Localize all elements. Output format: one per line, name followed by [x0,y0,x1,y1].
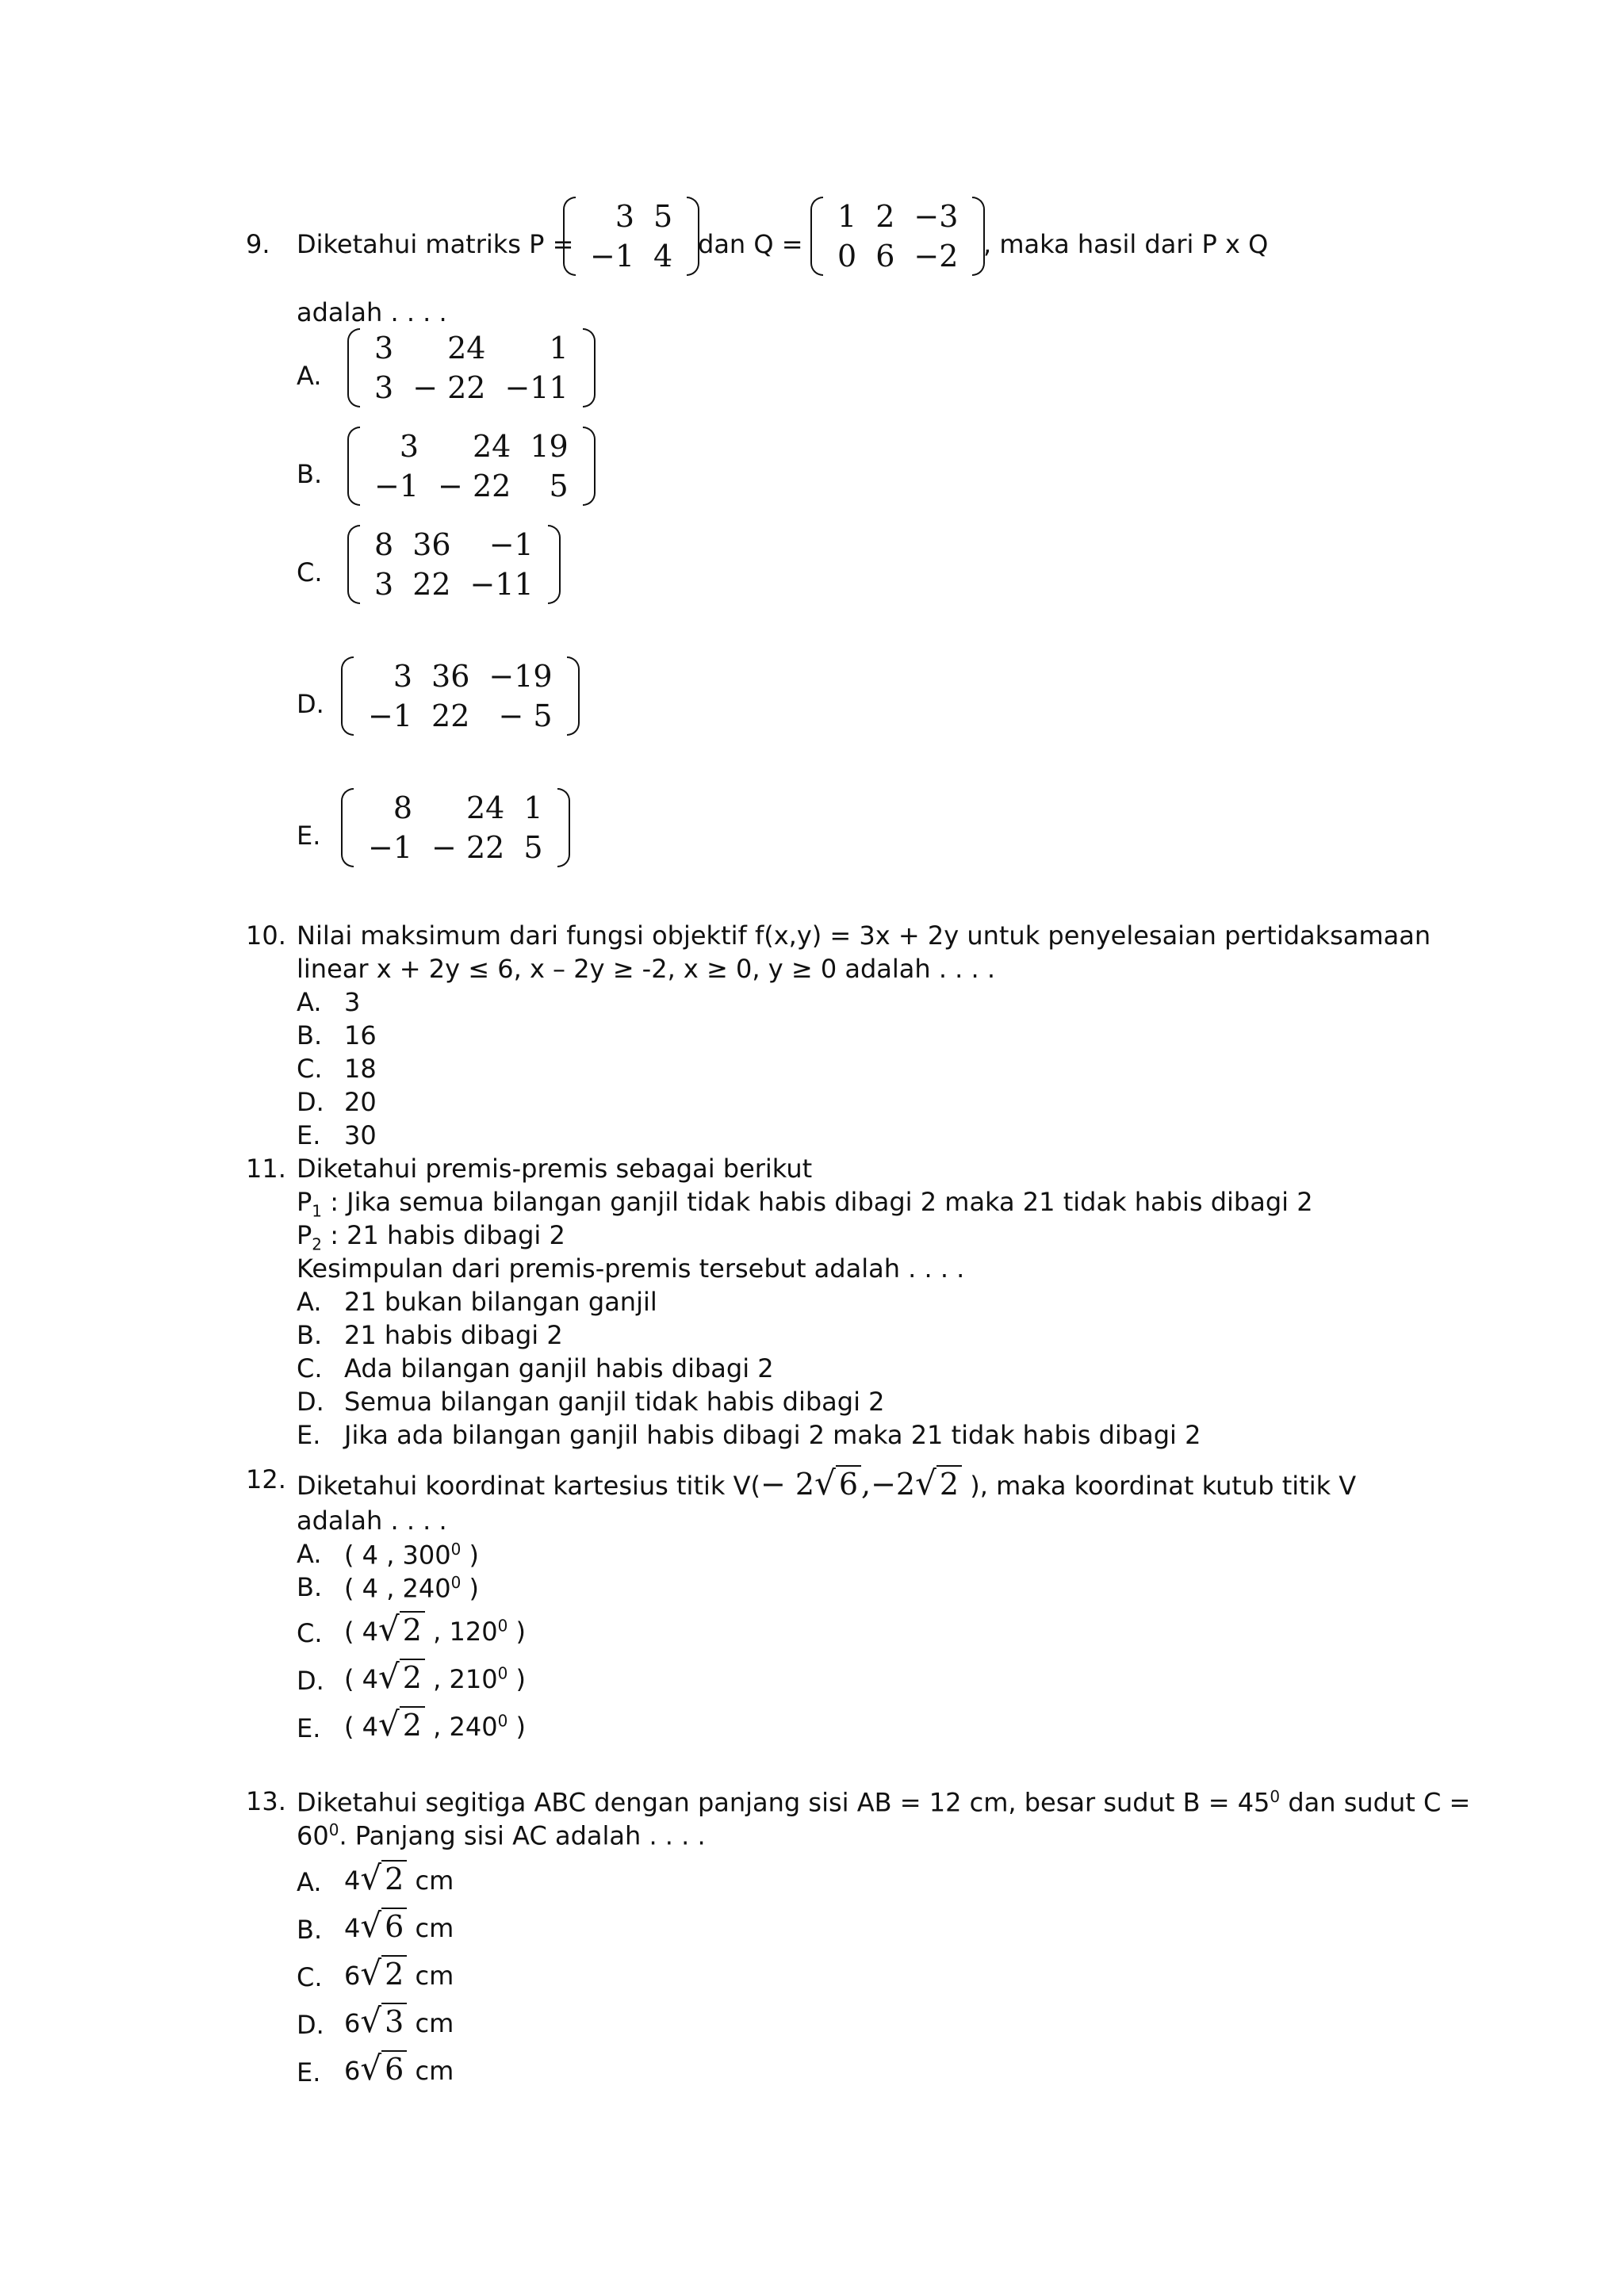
q10-line2: linear x + 2y ≤ 6, x – 2y ≥ -2, x ≥ 0, y ≥ 0 adalah . . . . [297,954,996,984]
q9-option-a-label: A. [297,361,322,391]
q12-option-d-text: ( 4√ 2 , $210^0$ ) [344,1657,526,1696]
q11-number: 11. [246,1154,286,1184]
matrix-cell: 5 [549,469,569,503]
q9-option-d-label: D. [297,689,324,719]
q11-option-d-label: D. [297,1387,324,1417]
matrix-cell: 5 [523,830,543,865]
matrix-cell: 1 [523,790,543,825]
matrix-cell: −1 [374,469,419,503]
sqrt-symbol: √ 2 [360,1961,407,1991]
q10-option-d-text: 20 [344,1087,377,1117]
matrix-cell: −2 [914,239,959,274]
matrix-cell: −1 [590,239,635,274]
q12-line1-end: ), maka koordinat kutub titik V [962,1471,1357,1501]
matrix-cell: −11 [469,567,534,602]
q10-option-c-text: 18 [344,1054,377,1084]
q9-matrix-q [810,197,985,276]
q13-option-e-text: 6√ 6 cm [344,2049,454,2087]
matrix-cell: −3 [914,199,959,234]
q10-option-e-text: 30 [344,1120,377,1150]
q10-option-a-label: A. [297,987,322,1017]
premise-label: P [297,1187,312,1217]
q9-option-e-matrix [341,788,570,867]
q13-number: 13. [246,1786,286,1816]
q9-option-b-matrix [347,427,596,506]
matrix-cell: − 22 [431,830,505,865]
q13-option-e-label: E. [297,2057,321,2087]
matrix-cell: 22 [412,567,451,602]
sqrt-symbol: √ 6 [360,1913,407,1943]
q9-text-d: adalah . . . . [297,297,447,327]
matrix-cell: 24 [447,331,486,365]
q11-option-a-text: 21 bukan bilangan ganjil [344,1287,657,1317]
q12-option-c-text: ( 4√ 2 , $120^0$ ) [344,1609,526,1648]
right-paren [557,788,570,867]
matrix-cell: 1 [549,331,569,365]
matrix-cell: 3 [399,429,419,464]
matrix-cell: 3 [615,199,635,234]
q9-matrix-p [563,197,699,276]
right-paren [548,525,561,604]
matrix-cell: 3 [393,659,413,694]
q12-number: 12. [246,1464,286,1494]
q10-line1: Nilai maksimum dari fungsi objektif f(x,y) = 3x + 2y untuk penyelesaian pertidaksamaan [297,920,1431,951]
q11-premise-2 [297,1220,565,1254]
q11-line1: Diketahui premis-premis sebagai berikut [297,1154,813,1184]
q12-option-e-label: E. [297,1713,321,1743]
q10-option-a-text: 3 [344,987,361,1017]
q13-option-d-label: D. [297,2010,324,2040]
matrix-cell: 2 [875,199,895,234]
left-paren [347,328,360,408]
q9-number: 9. [246,229,270,259]
matrix-cell: 1 [837,199,857,234]
left-paren [347,525,360,604]
q13-option-d-text: 6√ 3 cm [344,2001,454,2040]
left-paren [341,788,354,867]
matrix-cell: 24 [472,429,511,464]
q11-option-d-text: Semua bilangan ganjil tidak habis dibagi 2 [344,1387,885,1417]
matrix-cell: −11 [504,370,569,405]
q12-option-b-label: B. [297,1572,323,1602]
matrix-cell: −19 [488,659,553,694]
q13-option-c-text: 6√ 2 cm [344,1954,454,1992]
q11-conclusion: Kesimpulan dari premis-premis tersebut adalah . . . . [297,1253,965,1284]
left-paren [347,427,360,506]
sqrt-symbol: √ 2 [360,1866,407,1896]
left-paren [341,656,354,736]
q11-option-b-text: 21 habis dibagi 2 [344,1320,563,1350]
q13-line2: $60^0$. Panjang sisi AC adalah . . . . [297,1820,706,1851]
matrix-cell: 36 [412,527,451,562]
q10-number: 10. [246,920,286,951]
matrix-cell: 0 [837,239,857,274]
premise-label: P [297,1220,312,1250]
matrix-cell: −1 [368,698,413,733]
q12-option-a-text: ( 4 , $300^0$ ) [344,1540,479,1571]
q9-option-c-matrix [347,525,561,604]
q12-option-d-label: D. [297,1666,324,1696]
q13-option-b-text: 4√ 6 cm [344,1906,454,1945]
left-paren [563,197,576,276]
q13-option-a-label: A. [297,1867,322,1897]
q13-option-c-label: C. [297,1962,323,1992]
matrix-cell: − 22 [438,469,511,503]
left-paren [810,197,823,276]
matrix-cell: 8 [374,527,394,562]
q10-option-b-text: 16 [344,1020,377,1050]
q9-option-a-matrix [347,328,596,408]
q10-option-d-label: D. [297,1087,324,1117]
q9-text-b: dan Q = [698,229,803,259]
matrix-cell: 3 [374,370,394,405]
sqrt-symbol: √ 2 [378,1664,425,1694]
matrix-cell: − 22 [412,370,486,405]
q12-coordinate: − 2√ 6 ,−2√ 2 [760,1471,962,1501]
q12-option-b-text: ( 4 , $240^0$ ) [344,1573,479,1604]
matrix-cell: 3 [374,567,394,602]
matrix-cell: 6 [875,239,895,274]
q11-option-e-label: E. [297,1420,321,1450]
right-paren [583,427,596,506]
matrix-cell: − 5 [498,698,553,733]
q13-option-a-text: 4√ 2 cm [344,1858,454,1897]
sqrt-symbol: √ 6 [360,2056,407,2086]
matrix-cell: 8 [393,790,413,825]
right-paren [567,656,580,736]
premise-subscript: 1 [312,1201,323,1221]
q9-option-b-label: B. [297,459,323,489]
q11-option-c-label: C. [297,1353,323,1383]
q10-option-e-label: E. [297,1120,321,1150]
q11-option-e-text: Jika ada bilangan ganjil habis dibagi 2 maka 21 tidak habis dibagi 2 [344,1420,1201,1450]
matrix-cell: −1 [368,830,413,865]
q11-option-a-label: A. [297,1287,322,1317]
q13-line1: Diketahui segitiga ABC dengan panjang sisi AB = 12 cm, besar sudut $B = 45^0$ dan sudut C = [297,1787,1471,1818]
matrix-cell: 19 [530,429,569,464]
matrix-cell: 24 [465,790,505,825]
premise-text: : 21 habis dibagi 2 [322,1220,565,1250]
premise-subscript: 2 [312,1234,323,1254]
q12-line1-start: Diketahui koordinat kartesius titik V( [297,1471,760,1501]
q12-option-c-label: C. [297,1618,323,1648]
q9-option-c-label: C. [297,557,323,587]
q12-line2: adalah . . . . [297,1506,447,1536]
sqrt-symbol: √ 2 [378,1712,425,1742]
q10-option-c-label: C. [297,1054,323,1084]
matrix-cell: −1 [488,527,534,562]
sqrt-symbol: √ 2 [378,1617,425,1647]
matrix-cell: 3 [374,331,394,365]
q9-option-d-matrix [341,656,580,736]
q11-option-c-text: Ada bilangan ganjil habis dibagi 2 [344,1353,774,1383]
q11-option-b-label: B. [297,1320,323,1350]
q12-option-a-label: A. [297,1539,322,1569]
sqrt-symbol: √ 3 [360,2008,407,2038]
q11-premise-1 [297,1189,1313,1219]
q12-line1 [297,1464,1357,1502]
q9-option-e-label: E. [297,821,321,851]
q12-option-e-text: ( 4√ 2 , $240^0$ ) [344,1705,526,1743]
matrix-cell: 5 [653,199,673,234]
matrix-cell: 4 [653,239,673,274]
matrix-cell: 36 [431,659,470,694]
q13-option-b-label: B. [297,1915,323,1945]
premise-text: : Jika semua bilangan ganjil tidak habis dibagi 2 maka 21 tidak habis dibagi 2 [322,1187,1313,1217]
right-paren [583,328,596,408]
q10-option-b-label: B. [297,1020,323,1050]
q9-text-c: , maka hasil dari P x Q [983,229,1269,259]
matrix-cell: 22 [431,698,470,733]
q9-text-a: Diketahui matriks P = [297,229,574,259]
